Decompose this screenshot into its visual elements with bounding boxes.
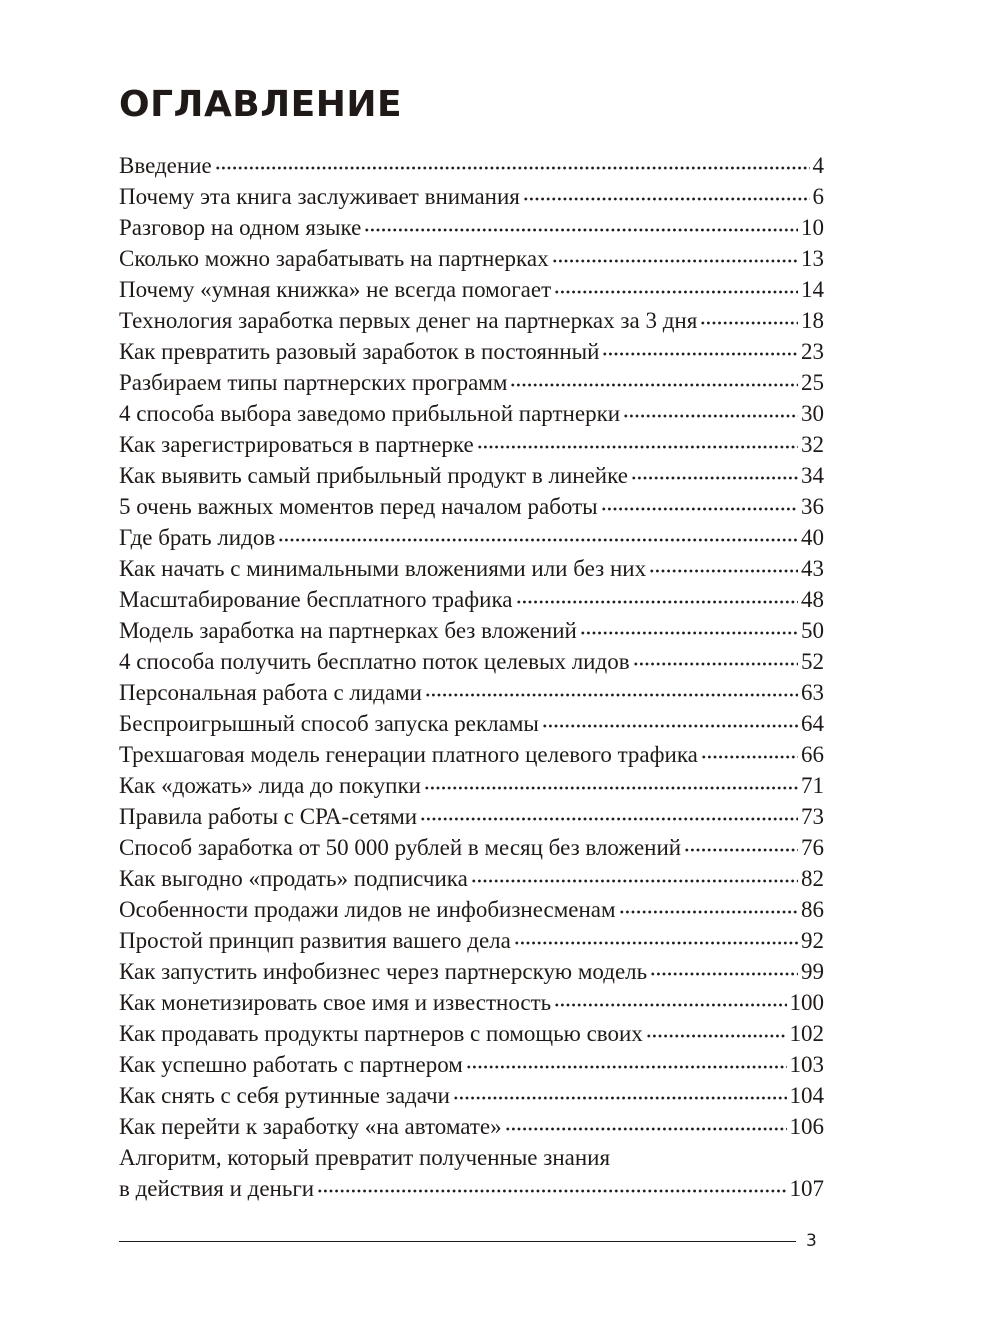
dot-leader: [425, 677, 798, 700]
toc-entry-title: Особенности продажи лидов не инфобизнесменам: [119, 897, 616, 922]
toc-entry-title: Простой принцип развития вашего дела: [119, 928, 511, 953]
toc-entry-title: Способ заработка от 50 000 рублей в месяц без вложений: [119, 835, 682, 860]
toc-entry-page-number: 32: [801, 432, 824, 457]
page-number: 3: [806, 1231, 817, 1251]
toc-entry-title: Трехшаговая модель генерации платного целевого трафика: [119, 742, 698, 767]
toc-entry-title: Персональная работа с лидами: [119, 680, 422, 705]
dot-leader: [516, 584, 798, 607]
toc-entry-page-number: 48: [801, 587, 824, 612]
toc-entry: [119, 615, 824, 646]
toc-entry: [119, 460, 824, 491]
dot-leader: [278, 522, 798, 545]
toc-entry-title: Технология заработка первых денег на партнерках за 3 дня: [119, 308, 698, 333]
toc-entry: [119, 1080, 824, 1111]
toc-entry-title: Почему эта книга заслуживает внимания: [119, 184, 520, 209]
dot-leader: [514, 925, 798, 948]
toc-entry-title: Масштабирование бесплатного трафика: [119, 587, 513, 612]
toc-entry: [119, 832, 824, 863]
dot-leader: [420, 801, 798, 824]
toc-entry-title: Как успешно работать с партнером: [119, 1052, 463, 1077]
contents-heading: ОГЛАВЛЕНИЕ: [119, 84, 403, 125]
toc-entry: [119, 429, 824, 460]
toc-entry-title: 5 очень важных моментов перед началом работы: [119, 494, 598, 519]
toc-entry-page-number: 76: [801, 835, 824, 860]
toc-entry-title: Беспроигрышный способ запуска рекламы: [119, 711, 539, 736]
toc-entry-line2: [119, 1173, 824, 1204]
toc-entry-page-number: 43: [801, 556, 824, 581]
toc-entry-title: Разбираем типы партнерских программ: [119, 370, 508, 395]
toc-entry-title: 4 способа выбора заведомо прибыльной партнерки: [119, 401, 621, 426]
toc-entry-page-number: 106: [789, 1114, 824, 1139]
toc-entry: [119, 956, 824, 987]
toc-entry-page-number: 63: [801, 680, 824, 705]
toc-entry-title: Сколько можно зарабатывать на партнерках: [119, 246, 549, 271]
toc-entry-page-number: 92: [801, 928, 824, 953]
toc-entry-title-line2: в действия и деньги: [119, 1176, 315, 1201]
dot-leader: [424, 770, 798, 793]
toc-entry-page-number: 103: [789, 1052, 824, 1077]
toc-entry: [119, 894, 824, 925]
toc-entry: [119, 584, 824, 615]
dot-leader: [542, 708, 798, 731]
dot-leader: [554, 987, 786, 1010]
toc-entry: [119, 522, 824, 553]
footer-rule: [119, 1241, 796, 1242]
dot-leader: [619, 894, 798, 917]
toc-entry-page-number: 64: [801, 711, 824, 736]
dot-leader: [505, 1111, 787, 1134]
toc-entry: [119, 367, 824, 398]
dot-leader: [554, 274, 798, 297]
toc-entry: [119, 863, 824, 894]
toc-entry-page-number: 40: [801, 525, 824, 550]
toc-entry-page-number: 30: [801, 401, 824, 426]
toc-entry-title: Как продавать продукты партнеров с помощью своих: [119, 1021, 643, 1046]
toc-entry: [119, 1018, 824, 1049]
toc-entry: [119, 646, 824, 677]
dot-leader: [453, 1080, 787, 1103]
toc-entry: [119, 1049, 824, 1080]
toc-entry-page-number: 25: [801, 370, 824, 395]
dot-leader: [552, 243, 798, 266]
dot-leader: [471, 863, 798, 886]
dot-leader: [650, 956, 798, 979]
toc-entry: [119, 677, 824, 708]
toc-entry: [119, 305, 824, 336]
dot-leader: [646, 1018, 787, 1041]
toc-entry: [119, 150, 824, 181]
toc-entry-page-number: 4: [812, 153, 824, 178]
toc-entry: [119, 1111, 824, 1142]
toc-entry: [119, 398, 824, 429]
toc-entry-page-number: 14: [801, 277, 824, 302]
toc-entry-page-number: 52: [801, 649, 824, 674]
toc-entry-title: Как запустить инфобизнес через партнерскую модель: [119, 959, 648, 984]
toc-entry: [119, 553, 824, 584]
toc-entry: [119, 274, 824, 305]
toc-entry-page-number: 36: [801, 494, 824, 519]
dot-leader: [580, 615, 798, 638]
dot-leader: [601, 491, 798, 514]
dot-leader: [364, 212, 798, 235]
toc-entry-title: Как монетизировать свое имя и известность: [119, 990, 552, 1015]
dot-leader: [523, 181, 810, 204]
toc-entry-title: Как перейти к заработку «на автомате»: [119, 1114, 502, 1139]
toc-entry-title: Правила работы с СРА-сетями: [119, 804, 418, 829]
toc-entry-title: 4 способа получить бесплатно поток целевых лидов: [119, 649, 630, 674]
toc-entry-page-number: 66: [801, 742, 824, 767]
toc-entry-title: Разговор на одном языке: [119, 215, 362, 240]
toc-entry-title: Введение: [119, 153, 212, 178]
toc-entry-page-number: 104: [789, 1083, 824, 1108]
toc-entry-title: Модель заработка на партнерках без вложений: [119, 618, 577, 643]
toc-entry: [119, 181, 824, 212]
toc-entry-title: Как превратить разовый заработок в постоянный: [119, 339, 600, 364]
toc-entry: [119, 925, 824, 956]
toc-entry-page-number: 18: [801, 308, 824, 333]
dot-leader: [701, 739, 798, 762]
toc-entry-multiline: [119, 1142, 824, 1204]
dot-leader: [317, 1173, 786, 1196]
dot-leader: [510, 367, 798, 390]
dot-leader: [466, 1049, 787, 1072]
table-of-contents: [119, 150, 824, 1204]
toc-entry-page-number: 23: [801, 339, 824, 364]
toc-entry-page-number: 82: [801, 866, 824, 891]
dot-leader: [633, 646, 798, 669]
toc-entry-page-number: 71: [801, 773, 824, 798]
toc-entry: [119, 708, 824, 739]
toc-entry: [119, 336, 824, 367]
toc-entry: [119, 212, 824, 243]
dot-leader: [477, 429, 798, 452]
toc-entry-page-number: 99: [801, 959, 824, 984]
dot-leader: [684, 832, 798, 855]
toc-entry-page-number: 107: [789, 1176, 824, 1201]
toc-entry-page-number: 13: [801, 246, 824, 271]
toc-entry: [119, 770, 824, 801]
toc-entry-title: Как выявить самый прибыльный продукт в линейке: [119, 463, 628, 488]
toc-entry-page-number: 10: [801, 215, 824, 240]
toc-entry-page-number: 6: [812, 184, 824, 209]
toc-entry: [119, 987, 824, 1018]
dot-leader: [215, 150, 810, 173]
toc-entry-page-number: 102: [789, 1021, 824, 1046]
toc-entry-title: Как снять с себя рутинные задачи: [119, 1083, 450, 1108]
toc-entry-page-number: 50: [801, 618, 824, 643]
dot-leader: [602, 336, 798, 359]
toc-entry-title: Как начать с минимальными вложениями или без них: [119, 556, 647, 581]
toc-entry-title: Как выгодно «продать» подписчика: [119, 866, 468, 891]
toc-entry: [119, 739, 824, 770]
dot-leader: [649, 553, 798, 576]
toc-entry-page-number: 73: [801, 804, 824, 829]
toc-entry-page-number: 34: [801, 463, 824, 488]
toc-entry-title: Как «дожать» лида до покупки: [119, 773, 421, 798]
dot-leader: [623, 398, 798, 421]
toc-entry-title: Почему «умная книжка» не всегда помогает: [119, 277, 552, 302]
toc-entry: [119, 491, 824, 522]
toc-entry-page-number: 86: [801, 897, 824, 922]
dot-leader: [700, 305, 798, 328]
toc-entry: [119, 243, 824, 274]
toc-entry-title: Как зарегистрироваться в партнерке: [119, 432, 474, 457]
toc-entry-title: Где брать лидов: [119, 525, 276, 550]
toc-entry: [119, 801, 824, 832]
dot-leader: [631, 460, 798, 483]
toc-entry-title-line1: Алгоритм, который превратит полученные знания: [119, 1145, 611, 1170]
toc-entry-page-number: 100: [789, 990, 824, 1015]
